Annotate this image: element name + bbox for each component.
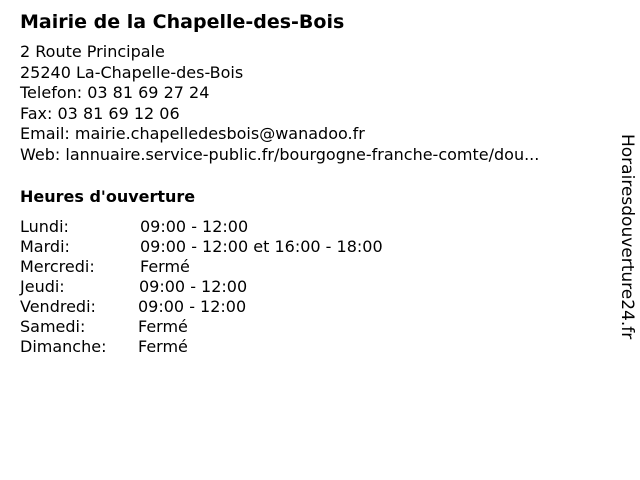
day-hours: Fermé <box>138 337 188 356</box>
email-label: Email: <box>20 124 70 143</box>
day-label: Mercredi: <box>20 257 95 276</box>
hours-heading: Heures d'ouverture <box>20 187 196 206</box>
day-hours: 09:00 - 12:00 <box>139 277 248 296</box>
phone-number[interactable]: 03 81 69 27 24 <box>87 83 210 102</box>
day-label: Dimanche: <box>20 337 107 356</box>
web-link[interactable]: lannuaire.service-public.fr/bourgogne-franche-comte/dou... <box>65 144 540 164</box>
day-label: Lundi: <box>20 217 69 236</box>
email-link[interactable]: mairie.chapelledesbois@wanadoo.fr <box>74 124 365 143</box>
day-hours: Fermé <box>140 257 190 276</box>
fax-line <box>20 104 610 125</box>
day-hours: 09:00 - 12:00 <box>140 217 249 236</box>
address-street: 2 Route Principale <box>20 42 165 61</box>
hours-row-saturday <box>20 317 610 337</box>
hours-row-wednesday <box>20 257 610 277</box>
site-brand-vertical[interactable]: Horairesdouverture24.fr <box>617 134 637 340</box>
hours-row-sunday <box>20 337 610 357</box>
day-label: Mardi: <box>20 237 70 256</box>
day-hours: Fermé <box>138 317 188 336</box>
day-hours: 09:00 - 12:00 <box>138 297 247 316</box>
business-card <box>20 10 610 357</box>
email-line <box>20 124 610 145</box>
web-label: Web: <box>20 144 61 164</box>
hours-row-tuesday <box>20 237 610 257</box>
day-label: Samedi: <box>20 317 86 336</box>
hours-row-thursday <box>20 277 610 297</box>
hours-table <box>20 217 610 357</box>
day-label: Jeudi: <box>20 277 65 296</box>
phone-label: Telefon: <box>20 83 83 102</box>
day-label: Vendredi: <box>20 297 96 316</box>
page-title: Mairie de la Chapelle-des-Bois <box>20 11 345 33</box>
web-line <box>20 145 610 166</box>
fax-label: Fax: <box>20 103 53 123</box>
fax-number: 03 81 69 12 06 <box>57 103 180 123</box>
hours-row-monday <box>20 217 610 237</box>
phone-line <box>20 83 610 104</box>
address-city: 25240 La-Chapelle-des-Bois <box>20 62 244 82</box>
day-hours: 09:00 - 12:00 et 16:00 - 18:00 <box>140 237 383 256</box>
hours-row-friday <box>20 297 610 317</box>
